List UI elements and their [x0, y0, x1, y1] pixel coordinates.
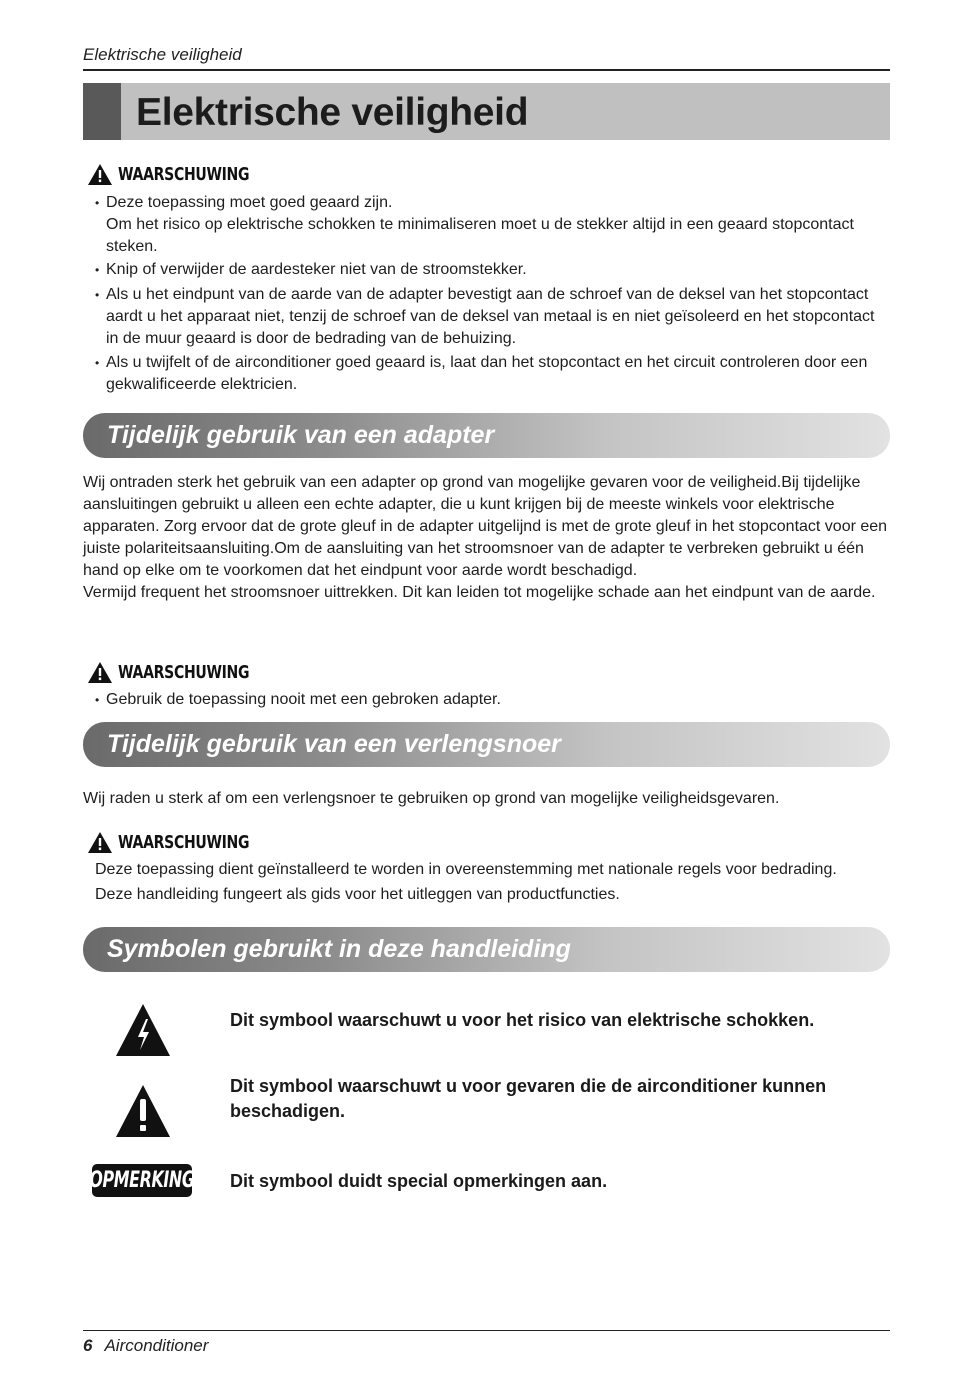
warning-text: Deze toepassing dient geïnstalleerd te worden in overeenstemming met nationale regels voor bedrading. [95, 861, 837, 878]
list-item [95, 259, 890, 281]
bullet-text-extra: Om het risico op elektrische schokken te minimaliseren moet u de stekker altijd in een geaard stopcontact steken. [106, 216, 854, 255]
exclamation-warning-icon [115, 1084, 171, 1138]
section-header-symbols [83, 927, 890, 972]
warning-triangle-icon [88, 832, 112, 853]
section-header-adapter [83, 413, 890, 458]
warning-label: WAARSCHUWING [118, 163, 250, 185]
bullet-dot: • [95, 263, 100, 277]
warning-label: WAARSCHUWING [118, 831, 250, 853]
bullet-text: Knip of verwijder de aardesteker niet van de stroomstekker. [106, 261, 527, 278]
warning-triangle-icon [88, 164, 112, 185]
bullet-text: Als u twijfelt of de airconditioner goed geaard is, laat dan het stopcontact en het circuit controleren door een gekwalificeerde elektricien. [106, 354, 868, 393]
warning-triangle-icon [88, 662, 112, 683]
list-item [95, 352, 890, 396]
list-item [95, 192, 890, 258]
bullet-dot: • [95, 356, 100, 370]
bullet-dot: • [95, 693, 100, 707]
bullet-text: Deze toepassing moet goed geaard zijn. [106, 194, 393, 211]
note-badge-label: OPMERKING [89, 1168, 195, 1193]
warning-heading [88, 162, 286, 186]
symbol-description: Dit symbool waarschuwt u voor gevaren die de airconditioner kunnen beschadigen. [230, 1076, 827, 1121]
paragraph: Vermijd frequent het stroomsnoer uittrekken. Dit kan leiden tot mogelijke schade aan het eindpunt van de aarde. [83, 584, 876, 601]
header-rule [83, 69, 890, 71]
bullet-text: Gebruik de toepassing nooit met een gebroken adapter. [106, 691, 501, 708]
note-badge [89, 1164, 195, 1197]
bullet-dot: • [95, 288, 100, 302]
title-tab-block [83, 83, 121, 140]
list-item [95, 284, 890, 350]
section-header-extension-cord [83, 722, 890, 767]
footer-rule [83, 1330, 890, 1331]
page-footer [83, 1336, 208, 1356]
warning-label: WAARSCHUWING [118, 661, 250, 683]
page-title: Elektrische veiligheid [136, 91, 529, 134]
footer-product: Airconditioner [104, 1336, 209, 1355]
paragraph: Wij raden u sterk af om een verlengsnoer te gebruiken op grond van mogelijke veiligheidsgevaren. [83, 790, 780, 807]
bullet-text: Als u het eindpunt van de aarde van de adapter bevestigt aan de schroef van de deksel van het stopcontact aardt u het apparaat niet, tenzij de schroef van de deksel van metaal is en niet geïsoleerd en het stopcontact in de muur geaard is door de bedrading van de behuizing. [106, 286, 875, 347]
electric-shock-warning-icon [115, 1003, 171, 1057]
warning-heading [88, 660, 286, 684]
symbol-description: Dit symbool waarschuwt u voor het risico van elektrische schokken. [230, 1010, 815, 1030]
paragraph: Wij ontraden sterk het gebruik van een adapter op grond van mogelijke gevaren voor de veiligheid.Bij tijdelijke aansluitingen gebruikt u alleen een echte adapter, die u kunt krijgen bij de meeste winkels voor elektrische apparaten. Zorg ervoor dat de grote gleuf in de adapter uitgelijnd is met de grote gleuf in het stopcontact voor een juiste polariteitsaansluiting.Om de aansluiting van het stroomsnoer van de adapter te verbreken gebruikt u één hand op elke om te voorkomen dat het eindpunt voor aarde wordt beschadigd. [83, 474, 888, 579]
bullet-dot: • [95, 196, 100, 210]
section-title: Tijdelijk gebruik van een adapter [107, 421, 495, 449]
page-title-bar [83, 83, 890, 140]
running-header: Elektrische veiligheid [83, 45, 242, 64]
section-title: Symbolen gebruikt in deze handleiding [107, 935, 571, 963]
warning-heading [88, 830, 286, 854]
warning-text: Deze handleiding fungeert als gids voor het uitleggen van productfuncties. [95, 886, 620, 903]
section-title: Tijdelijk gebruik van een verlengsnoer [107, 730, 561, 758]
page-number: 6 [83, 1336, 93, 1355]
list-item [95, 689, 890, 711]
symbol-description: Dit symbool duidt special opmerkingen aan. [230, 1171, 608, 1191]
